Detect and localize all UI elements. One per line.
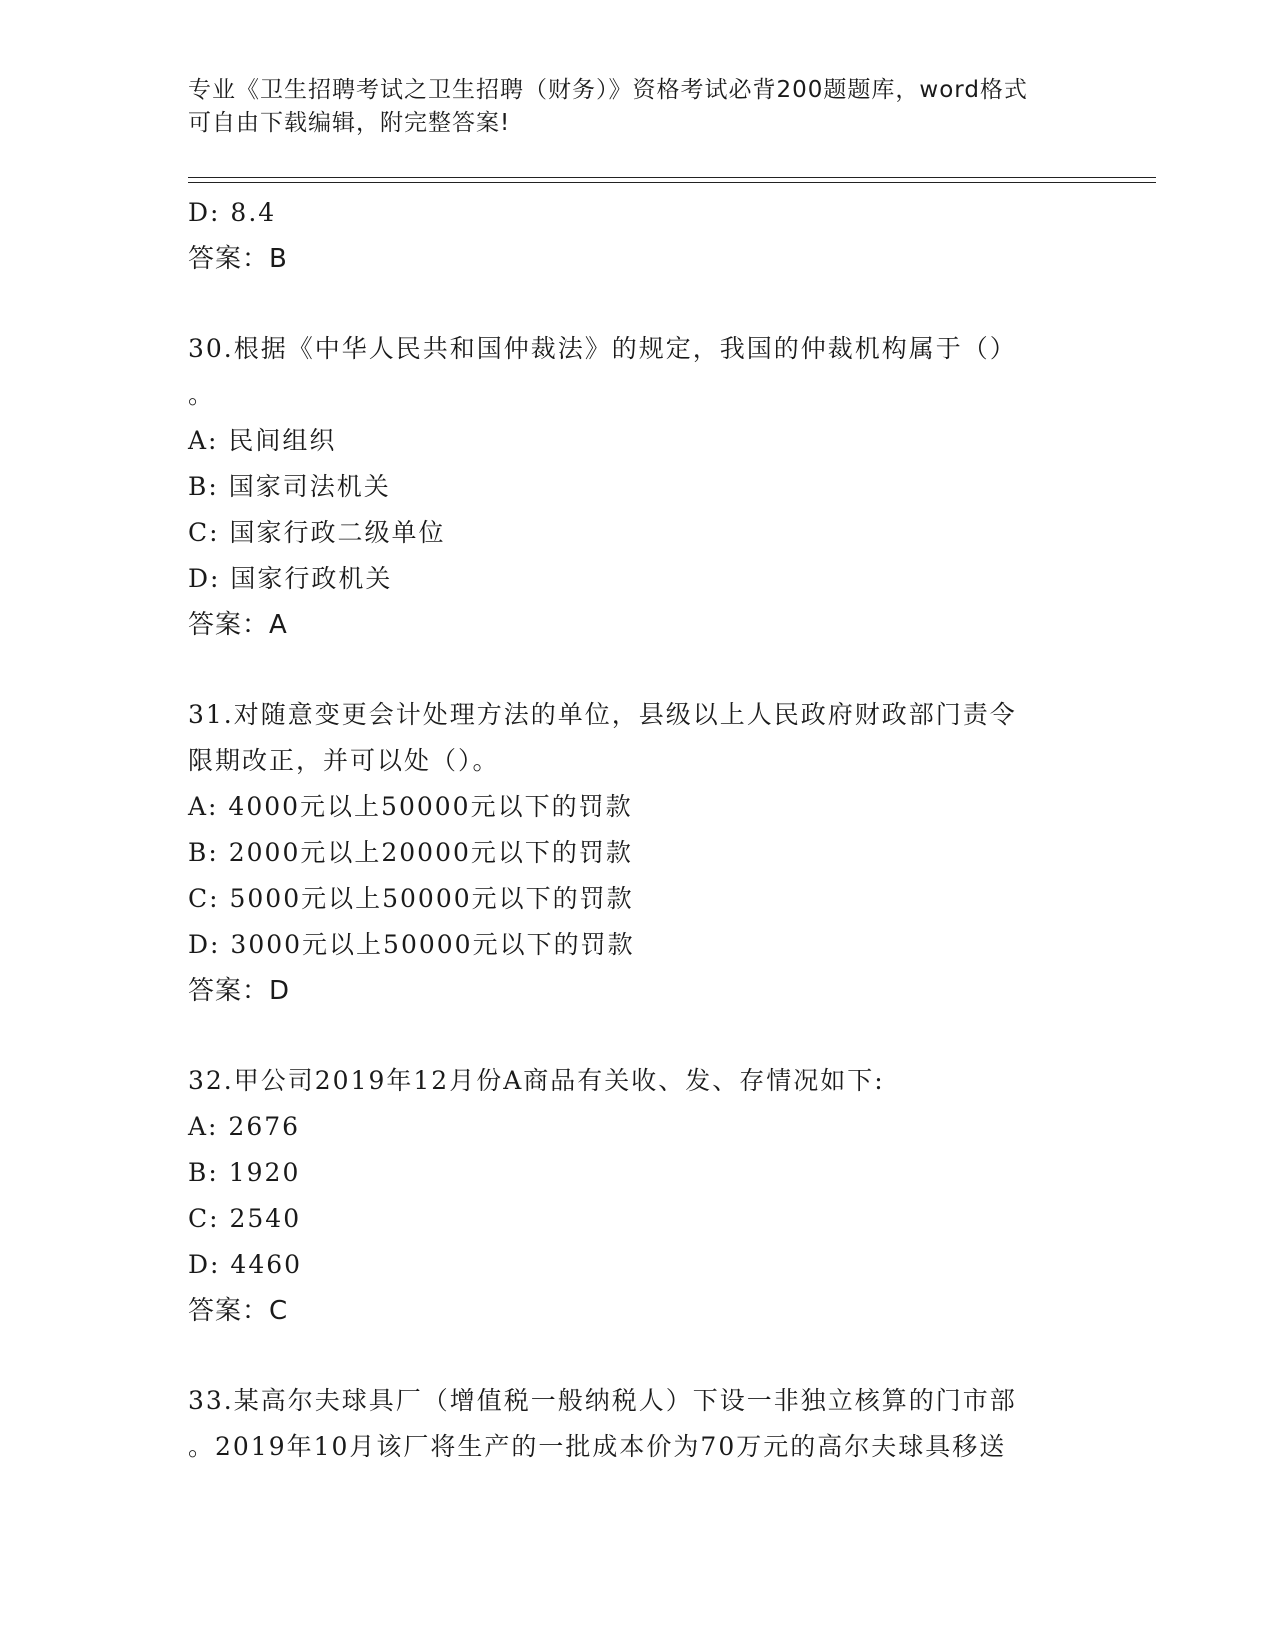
document-header [188, 74, 1068, 140]
option-b: B: 2000元以上20000元以下的罚款 [188, 838, 633, 867]
header-divider-top [188, 177, 1156, 178]
question-31 [188, 692, 1088, 1014]
document-body [188, 190, 1088, 1470]
spacer [188, 1334, 1088, 1378]
answer-line: 答案：D [188, 976, 291, 1006]
option-c: C: 2540 [188, 1204, 302, 1233]
question-33 [188, 1378, 1088, 1470]
option-b: B: 国家司法机关 [188, 472, 391, 501]
spacer [188, 1014, 1088, 1058]
option-b: B: 1920 [188, 1158, 301, 1187]
option-c: C: 5000元以上50000元以下的罚款 [188, 884, 634, 913]
option-d: D: 8.4 [188, 198, 277, 227]
question-text: 30.根据《中华人民共和国仲裁法》的规定，我国的仲裁机构属于（） [188, 334, 1017, 363]
option-d: D: 3000元以上50000元以下的罚款 [188, 930, 635, 959]
question-text: 。2019年10月该厂将生产的一批成本价为70万元的高尔夫球具移送 [188, 1432, 1007, 1461]
answer-line: 答案：B [188, 244, 288, 274]
header-line-1: 专业《卫生招聘考试之卫生招聘（财务）》资格考试必背200题题库，word格式 [188, 77, 1028, 103]
option-a: A: 4000元以上50000元以下的罚款 [188, 792, 633, 821]
header-divider-bottom [188, 182, 1156, 183]
question-text: 33.某高尔夫球具厂（增值税一般纳税人）下设一非独立核算的门市部 [188, 1386, 1017, 1415]
option-d: D: 4460 [188, 1250, 303, 1279]
question-30 [188, 326, 1088, 648]
answer-line: 答案：C [188, 1296, 289, 1326]
answer-line: 答案：A [188, 610, 288, 640]
option-d: D: 国家行政机关 [188, 564, 393, 593]
question-32 [188, 1058, 1088, 1334]
spacer [188, 648, 1088, 692]
question-text: 31.对随意变更会计处理方法的单位，县级以上人民政府财政部门责令 [188, 700, 1017, 729]
option-a: A: 2676 [188, 1112, 301, 1141]
option-c: C: 国家行政二级单位 [188, 518, 446, 547]
option-a: A: 民间组织 [188, 426, 337, 455]
header-line-2: 可自由下载编辑，附完整答案! [188, 110, 511, 136]
question-text: 。 [188, 380, 216, 409]
question-text: 限期改正，并可以处（）。 [188, 746, 500, 775]
question-text: 32.甲公司2019年12月份A商品有关收、发、存情况如下: [188, 1066, 885, 1095]
spacer [188, 282, 1088, 326]
